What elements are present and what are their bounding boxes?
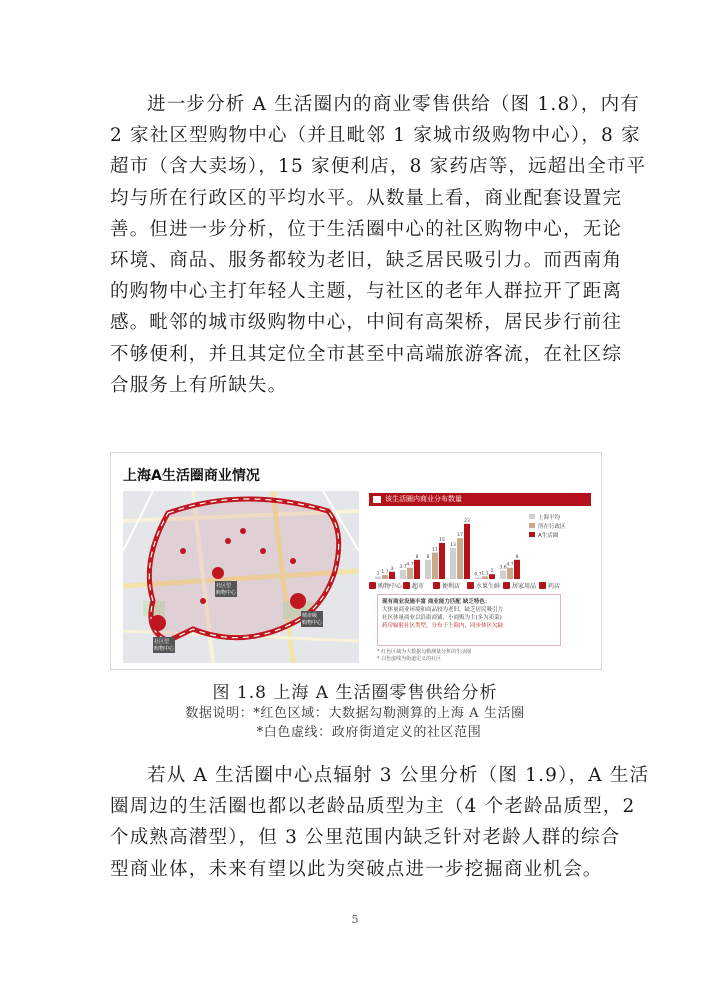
legend-label: 所在行政区 [538, 524, 566, 530]
header-badge-icon [373, 496, 381, 503]
category-item [433, 581, 460, 590]
legend-swatch [529, 532, 535, 537]
category-label: 超市 [412, 583, 425, 590]
map-label-city-mall: 城市级 购物中心 [302, 613, 323, 626]
text-line: 感。毗邻的城市级购物中心，中间有高架桥，居民步行前往 [110, 312, 623, 334]
bar-data-label: 17 [457, 533, 463, 539]
text-line: 的购物中心主打年轻人主题，与社区的老年人群拉开了距离 [110, 281, 623, 303]
bar-data-label: 4.7 [406, 562, 414, 568]
category-item [403, 581, 424, 590]
category-label: 居家用品 [512, 583, 537, 590]
text-line: 个成熟高潜型），但 3 公里范围内缺乏针对老龄人群的综合 [110, 827, 621, 849]
category-label: 水果生鲜 [476, 583, 501, 590]
bar-data-label: 3 [390, 566, 394, 572]
figure-caption: 图 1.8 上海 A 生活圈零售供给分析 [212, 683, 498, 703]
chart-panel-header [369, 493, 591, 506]
bar-data-label: 0.7 [474, 572, 482, 578]
bar-0-0 [375, 577, 381, 579]
bar-data-label: 1 [376, 571, 380, 577]
bar-5-0 [500, 570, 506, 579]
category-item [503, 581, 536, 590]
map-image [123, 491, 359, 663]
bar-5-1 [507, 568, 513, 579]
category-item [467, 581, 500, 590]
category-item [539, 581, 560, 590]
category-item [369, 581, 402, 590]
text-line: 均与所在行政区的平均水平。从数量上看，商业配套设置完 [110, 187, 623, 209]
text-line: 不够便利，并且其定位全市甚至中高端旅游客流，在社区综 [110, 343, 623, 365]
text-line: 超市（含大卖场），15 家便利店，8 家药店等，远超出全市平 [110, 156, 647, 178]
category-legend [369, 581, 591, 593]
text-line: 型商业体，未来有望以此为突破点进一步挖掘商业机会。 [110, 858, 603, 880]
category-label: 便利店 [442, 583, 461, 590]
summary-box [377, 594, 561, 646]
bar-2-2 [439, 543, 445, 579]
text-line: 环境、商品、服务都较为老旧，缺乏居民吸引力。而西南角 [110, 250, 623, 272]
caption-note: 数据说明：*红色区域：大数据勾勒测算的上海 A 生活圈 [185, 706, 525, 721]
bar-data-label: 8 [426, 554, 430, 560]
category-icon [503, 582, 510, 589]
bar-2-1 [432, 553, 438, 579]
text-line: 圈周边的生活圈也都以老龄品质型为主（4 个老龄品质型，2 [110, 796, 636, 818]
bar-data-label: 2 [490, 569, 494, 575]
bar-data-label: 13 [450, 542, 456, 548]
body-paragraph-1 [110, 89, 647, 401]
bar-3-0 [450, 548, 456, 579]
category-icon [403, 582, 410, 589]
bar-data-label: 8 [515, 554, 519, 560]
summary-item: 药房辐射社区类型，分布于上海内，同步体区欠缺 [382, 623, 504, 629]
bar-3-1 [457, 538, 463, 579]
bar-5-2 [514, 560, 520, 579]
summary-title: 现有商业设施丰富 商业能力匹配 缺乏特色： [382, 599, 491, 605]
figure-note: * 红色区域为大数据勾勒测量分析的生活圈 [377, 649, 472, 655]
summary-item: 社区体量商业以沿街商铺、小商贩为主(多为卖菜) [382, 615, 502, 621]
bar-data-label: 1.1 [481, 571, 489, 577]
bar-0-1 [382, 575, 388, 579]
bar-data-label: 1.7 [381, 569, 389, 575]
category-label: 药店 [548, 583, 561, 590]
bar-1-0 [400, 570, 406, 579]
bar-1-1 [407, 568, 413, 579]
legend-label: A生活圈 [538, 533, 559, 539]
bar-data-label: 8 [415, 554, 419, 560]
legend-label: 上海平均 [538, 515, 561, 521]
category-icon [467, 582, 474, 589]
figure-retail-supply [110, 452, 602, 670]
category-icon [369, 582, 376, 589]
bar-4-2 [489, 574, 495, 579]
bar-3-2 [464, 524, 470, 579]
bar-data-label: 3.6 [499, 565, 507, 571]
map-label-sw-mall: 社区型 购物中心 [154, 639, 175, 652]
figure-note: * 白色虚线为街道定义的社区 [377, 656, 442, 662]
caption-note: *白色虚线：政府街道定义的社区范围 [256, 725, 482, 740]
text-line: 2 家社区型购物中心（并且毗邻 1 家城市级购物中心），8 家 [110, 125, 641, 147]
category-icon [539, 582, 546, 589]
bar-1-2 [414, 560, 420, 579]
legend-swatch [529, 514, 535, 519]
figure-notes [377, 649, 577, 663]
summary-item: 大体量商业环境和商品较为老旧，缺乏居民吸引力 [382, 607, 504, 613]
bar-data-label: 11 [432, 547, 438, 553]
map-label-center-mall: 社区型 购物中心 [216, 583, 237, 596]
text-line: 合服务上有所缺失。 [110, 374, 288, 396]
text-line: 若从 A 生活圈中心点辐射 3 公里分析（图 1.9），A 生活 [147, 765, 650, 786]
chart-title: 该生活圈内商业分布数量 [385, 495, 462, 503]
text-line: 进一步分析 A 生活圈内的商业零售供给（图 1.8），内有 [147, 94, 640, 115]
text-line: 善。但进一步分析，位于生活圈中心的社区购物中心，无论 [110, 218, 623, 240]
bar-2-0 [425, 560, 431, 579]
figure-title: 上海A生活圈商业情况 [123, 468, 260, 484]
body-paragraph-2 [110, 760, 650, 885]
bar-4-0 [475, 577, 481, 579]
category-icon [433, 582, 440, 589]
bar-data-label: 15 [439, 538, 445, 543]
bar-0-2 [389, 572, 395, 579]
legend-swatch [529, 523, 535, 528]
bar-data-label: 4.7 [506, 562, 514, 568]
page-number: 5 [351, 913, 359, 926]
bar-data-label: 23 [464, 518, 470, 524]
bar-4-1 [482, 576, 488, 579]
category-label: 购物中心 [378, 583, 403, 590]
bar-data-label: 3.7 [399, 565, 407, 571]
